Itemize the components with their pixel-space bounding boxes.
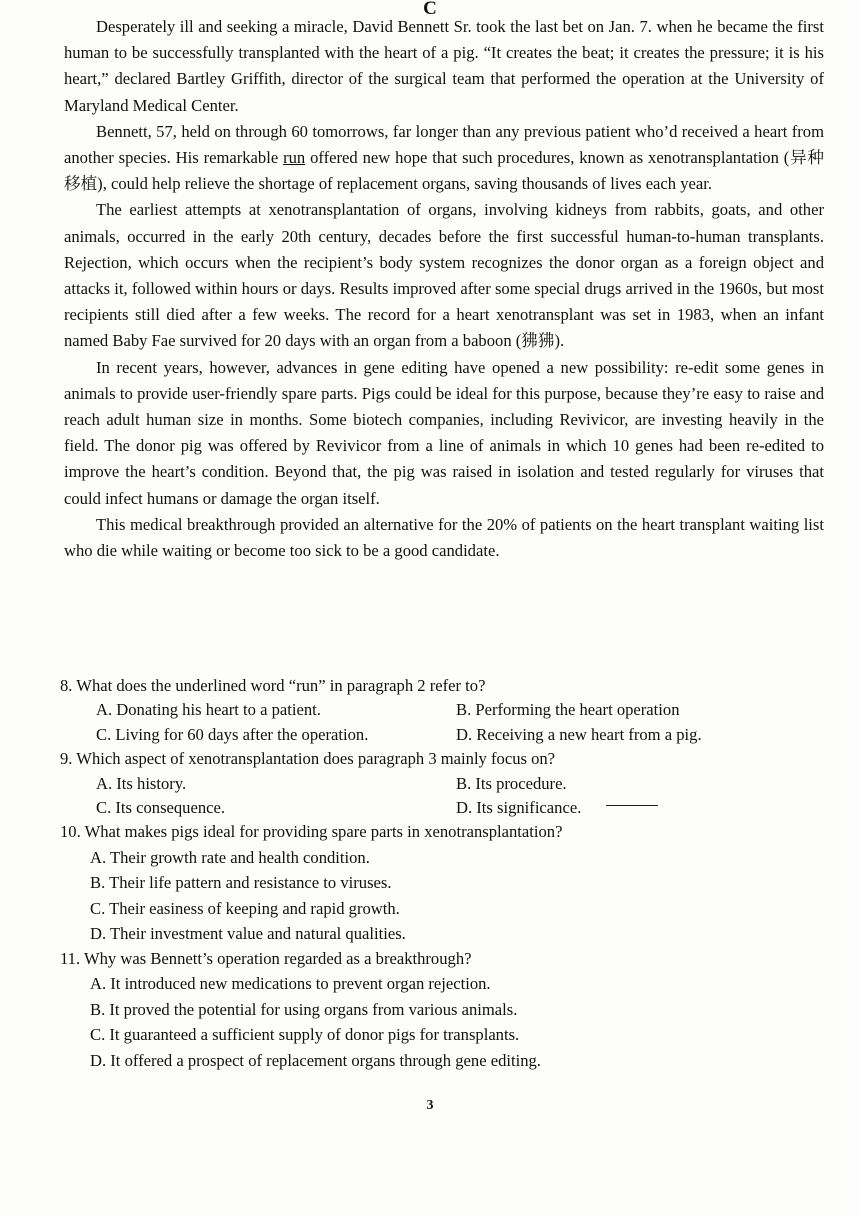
question-8-stem: 8. What does the underlined word “run” in paragraph 2 refer to? (60, 676, 486, 695)
question-8 (60, 674, 830, 747)
question-11-option-a[interactable]: A. It introduced new medications to prevent organ rejection. (90, 974, 491, 994)
section-letter: C (423, 0, 437, 19)
question-9-option-c[interactable]: C. Its consequence. (96, 798, 226, 818)
passage-paragraph-2-end: offered new hope that such procedures, known as xenotransplantation (异种移植), could help relieve the shortage of replacement organs, saving thousands of lives each year. (64, 148, 824, 194)
reading-passage (64, 14, 824, 564)
question-11-stem: 11. Why was Bennett’s operation regarded as a breakthrough? (60, 948, 472, 968)
question-9-option-a[interactable]: A. Its history. (96, 773, 187, 793)
question-11-option-b[interactable]: B. It proved the potential for using organs from various animals. (90, 999, 518, 1019)
question-10-option-b[interactable]: B. Their life pattern and resistance to viruses. (90, 873, 392, 893)
passage-paragraph-2-start: Bennett, 57, held on through 60 tomorrows, far longer than any previous patient who’d received a heart from another species. His remarkable (64, 121, 824, 168)
pen-mark-line (606, 805, 658, 806)
question-8-option-d[interactable]: D. Receiving a new heart from a pig. (456, 724, 702, 744)
question-10 (60, 820, 830, 946)
question-10-stem: 10. What makes pigs ideal for providing spare parts in xenotransplantation? (60, 822, 563, 842)
passage-paragraph-1: Desperately ill and seeking a miracle, David Bennett Sr. took the last bet on Jan. 7. when he became the first human to be successfully transplanted with the heart of a pig. “It creates the beat; it creates the pressure; it is his heart,” declared Bartley Griffith, director of the surgical team that performed the operation at the University of Maryland Medical Center. (64, 17, 824, 115)
underlined-word-run: run (283, 148, 306, 168)
question-9-options-row-1 (60, 772, 830, 796)
question-10-option-c[interactable]: C. Their easiness of keeping and rapid growth. (90, 898, 400, 918)
question-9-option-b[interactable]: B. Its procedure. (456, 773, 567, 793)
page-number: 3 (426, 1098, 434, 1113)
question-9 (60, 747, 830, 820)
question-11 (60, 947, 830, 1073)
passage-paragraph-2 (64, 119, 824, 198)
question-9-stem: 9. Which aspect of xenotransplantation does paragraph 3 mainly focus on? (60, 749, 556, 769)
question-8-options-row-1 (60, 698, 830, 722)
question-9-option-d[interactable]: D. Its significance. (456, 798, 582, 818)
question-11-option-d[interactable]: D. It offered a prospect of replacement organs through gene editing. (90, 1050, 541, 1070)
question-9-options-row-2 (60, 796, 830, 820)
question-8-option-b[interactable]: B. Performing the heart operation (456, 700, 680, 720)
passage-paragraph-3: The earliest attempts at xenotransplantation of organs, involving kidneys from rabbits, goats, and other animals, occurred in the early 20th century, decades before the first successful human-to-human transplants. Rejection, which occurs when the recipient’s body system recognizes the donor organ as a foreign object and attacks it, followed within hours or days. Results improved after some special drugs arrived in the 1960s, but most recipients still died after a few weeks. The record for a heart xenotransplant was set in 1983, when an infant named Baby Fae survived for 20 days with an organ from a baboon (狒狒). (64, 200, 824, 351)
question-list (60, 674, 830, 1073)
question-10-option-d[interactable]: D. Their investment value and natural qualities. (90, 924, 406, 944)
passage-paragraph-5: This medical breakthrough provided an alternative for the 20% of patients on the heart transplant waiting list who die while waiting or become too sick to be a good candidate. (64, 514, 824, 561)
question-8-option-a[interactable]: A. Donating his heart to a patient. (96, 700, 321, 720)
question-8-options-row-2 (60, 723, 830, 747)
question-10-option-a[interactable]: A. Their growth rate and health condition. (90, 847, 370, 867)
question-8-option-c[interactable]: C. Living for 60 days after the operation. (96, 724, 369, 744)
passage-paragraph-4: In recent years, however, advances in gene editing have opened a new possibility: re-edit some genes in animals to provide user-friendly spare parts. Pigs could be ideal for this purpose, because they’re easy to raise and reach adult human size in months. Some biotech companies, including Revivicor, are investing heavily in the field. The donor pig was offered by Revivicor from a line of animals in which 10 genes had been re-edited to improve the heart’s condition. Beyond that, the pig was raised in isolation and tested regularly for viruses that could infect humans or damage the organ itself. (64, 357, 824, 508)
question-11-option-c[interactable]: C. It guaranteed a sufficient supply of donor pigs for transplants. (90, 1025, 520, 1045)
